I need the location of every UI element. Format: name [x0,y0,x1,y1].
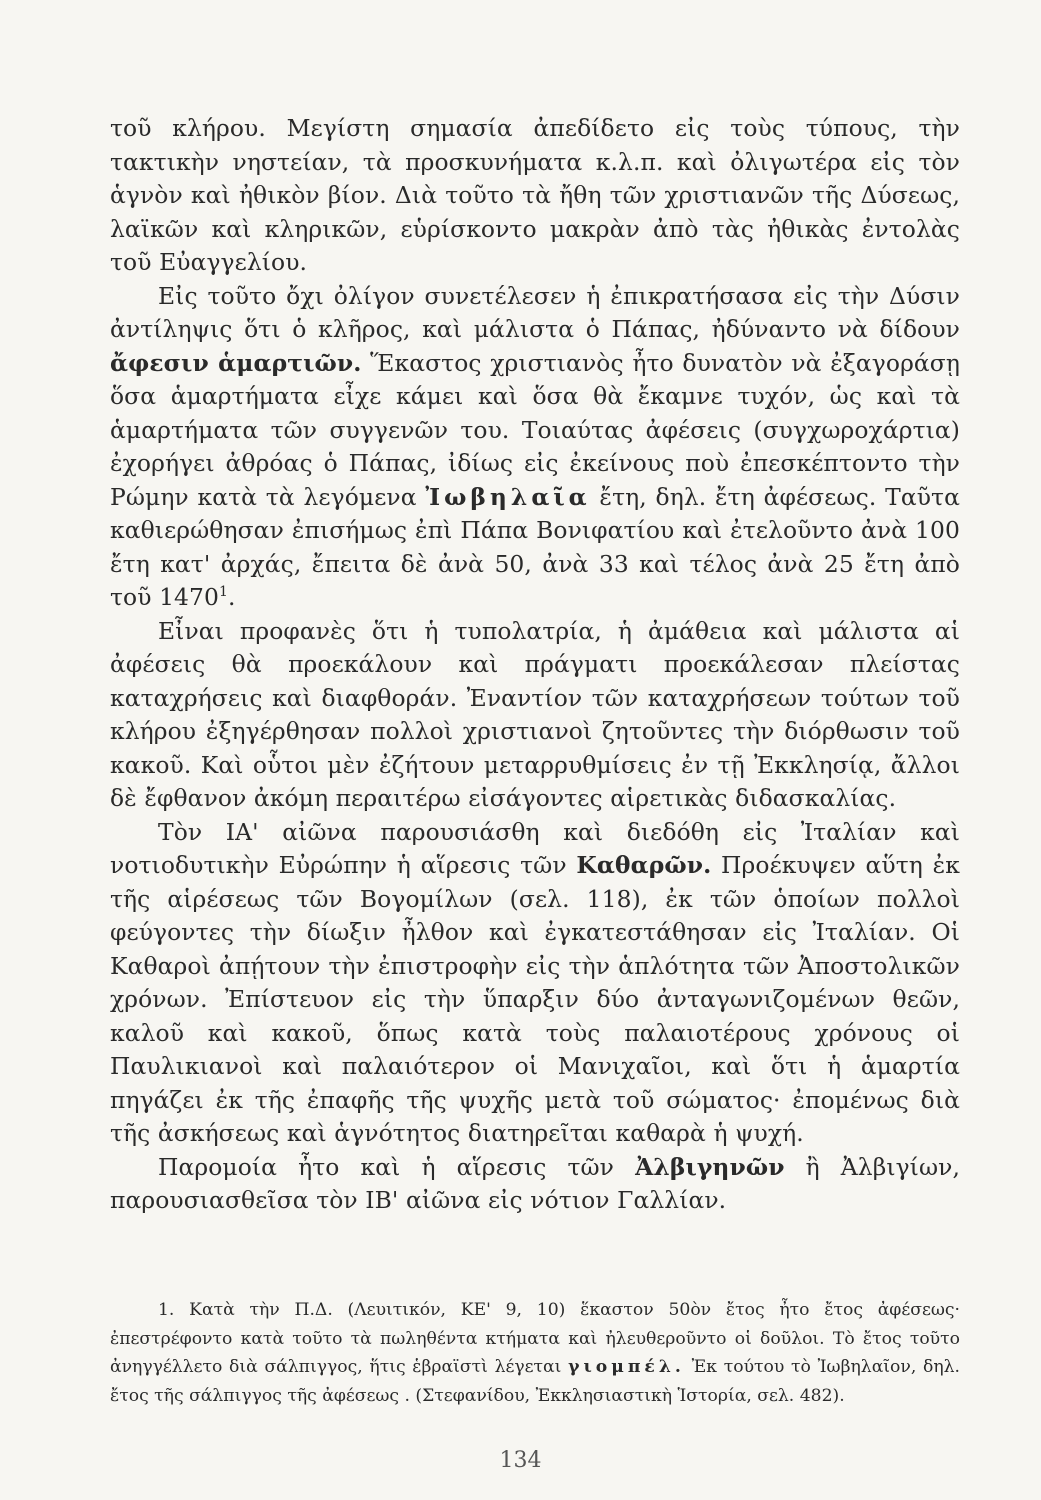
paragraph-2-part-b: Ἕκαστος χριστιανὸς ἦτο δυνατὸν νὰ ἐξαγοράσῃ ὅσα ἁμαρτήματα εἶχε κάμει καὶ ὅσα θὰ ἔκαμνε τυχόν, ὡς καὶ τὰ ἁμαρτήματα τῶν συγγενῶν του. Τοιαύτας ἀφέσεις (συγχωροχάρτια) ἐχορήγει ἀθρόας ὁ Πάπας, ἰδίως εἰς ἐκείνους ποὺ ἐπεσκέπτοντο τὴν Ρώμην κατὰ τὰ λεγόμενα [110,348,960,511]
footnote-marker: 1 [219,584,229,601]
term-iovilaia: Ἰωβηλαῖα [425,482,591,511]
paragraph-2-end: . [228,583,236,611]
term-giompel: γιομπέλ. [568,1357,685,1378]
term-alvigenon: Ἀλβιγηνῶν [635,1152,785,1181]
paragraph-5-part-b: ἢ Ἀλβιγίων, παρουσιασθεῖσα τὸν ΙΒ' αἰῶνα εἰς νότιον Γαλλίαν. [110,1152,960,1214]
paragraph-4-part-a: Τὸν ΙΑ' αἰῶνα παρουσιάσθη καὶ διεδόθη εἰς Ἰταλίαν καὶ νοτιοδυτικὴν Εὐρώπην ἡ αἵρεσις τῶν [110,817,960,879]
paragraph-2-part-a: Εἰς τοῦτο ὄχι ὀλίγον συνετέλεσεν ἡ ἐπικρατήσασα εἰς τὴν Δύσιν ἀντίληψις ὅτι ὁ κλῆρος, καὶ μάλιστα ὁ Πάπας, ἠδύναντο νὰ δίδουν [110,281,960,343]
footnote-part-a: 1. Κατὰ τὴν Π.Δ. (Λευιτικόν, ΚΕ' 9, 10) ἕκαστον 50ὸν ἔτος ἦτο ἔτος ἀφέσεως· ἐπεστρέφοντο κατὰ τοῦτο τὰ πωληθέντα κτήματα καὶ ἠλευθεροῦντο οἱ δοῦλοι. Τὸ ἔτος τοῦτο ἀνηγγέλλετο διὰ σάλπιγγος, ἥτις ἑβραϊστὶ λέγεται [110,1300,960,1378]
paragraph-2-part-c: ἔτη, δηλ. ἔτη ἀφέσεως. Ταῦτα καθιερώθησαν ἐπισήμως ἐπὶ Πάπα Βονιφατίου καὶ ἐτελοῦντο ἀνὰ 100 ἔτη κατ' ἀρχάς, ἔπειτα δὲ ἀνὰ 50, ἀνὰ 33 καὶ τέλος ἀνὰ 25 ἔτη ἀπὸ τοῦ 1470 [110,482,960,611]
paragraph-5-part-a: Παρομοία ἦτο καὶ ἡ αἵρεσις τῶν [158,1152,615,1181]
footnote-part-b: Ἐκ τούτου τὸ Ἰωβηλαῖον, δηλ. ἔτος τῆς σάλπιγγος τῆς ἀφέσεως . (Στεφανίδου, Ἐκκλησιαστικὴ Ἱστορία, σελ. 482). [110,1357,961,1406]
term-aphesis-amartion: ἄφεσιν ἁμαρτιῶν. [110,348,362,377]
paragraph-4 [110,816,960,1151]
paragraph-3: Εἶναι προφανὲς ὅτι ἡ τυπολατρία, ἡ ἀμάθεια καὶ μάλιστα αἱ ἀφέσεις θὰ προεκάλουν καὶ πράγματι προεκάλεσαν πλείστας καταχρήσεις καὶ διαφθοράν. Ἐναντίον τῶν καταχρήσεων τούτων τοῦ κλήρου ἐξηγέρθησαν πολλοὶ χριστιανοὶ ζητοῦντες τὴν διόρθωσιν τοῦ κακοῦ. Καὶ οὗτοι μὲν ἐζήτουν μεταρρυθμίσεις ἐν τῇ Ἐκκλησίᾳ, ἄλλοι δὲ ἔφθανον ἀκόμη περαιτέρω εἰσάγοντες αἱρετικὰς διδασκαλίας. [110,616,960,812]
term-katharon: Καθαρῶν. [576,851,712,879]
paragraph-1: τοῦ κλήρου. Μεγίστη σημασία ἀπεδίδετο εἰς τοὺς τύπους, τὴν τακτικὴν νηστείαν, τὰ προσκυνήματα κ.λ.π. καὶ ὀλιγωτέρα εἰς τὸν ἁγνὸν καὶ ἠθικὸν βίον. Διὰ τοῦτο τὰ ἤθη τῶν χριστιανῶν τῆς Δύσεως, λαϊκῶν καὶ κληρικῶν, εὑρίσκοντο μακρὰν ἀπὸ τὰς ἠθικὰς ἐντολὰς τοῦ Εὐαγγελίου. [110,114,960,276]
body-text [110,112,960,1218]
footnote [110,1296,960,1410]
paragraph-4-part-b: Προέκυψεν αὕτη ἐκ τῆς αἱρέσεως τῶν Βογομίλων (σελ. 118), ἐκ τῶν ὁποίων πολλοὶ φεύγοντες τὴν δίωξιν ἦλθον καὶ ἐγκατεστάθησαν εἰς Ἰταλίαν. Οἱ Καθαροὶ ἀπῄτουν τὴν ἐπιστροφὴν εἰς τὴν ἁπλότητα τῶν Ἀποστολικῶν χρόνων. Ἐπίστευον εἰς τὴν ὕπαρξιν δύο ἀνταγωνιζομένων θεῶν, καλοῦ καὶ κακοῦ, ὅπως κατὰ τοὺς παλαιοτέρους χρόνους οἱ Παυλικιανοὶ καὶ παλαιότερον οἱ Μανιχαῖοι, καὶ ὅτι ἡ ἁμαρτία πηγάζει ἐκ τῆς ἐπαφῆς τῆς ψυχῆς μετὰ τοῦ σώματος· ἐπομένως διὰ τῆς ἀσκήσεως καὶ ἁγνότητος διατηρεῖται καθαρὰ ἡ ψυχή. [110,851,960,1147]
paragraph-5 [110,1151,960,1218]
paragraph-2 [110,280,960,615]
page-number: 134 [499,1448,542,1473]
